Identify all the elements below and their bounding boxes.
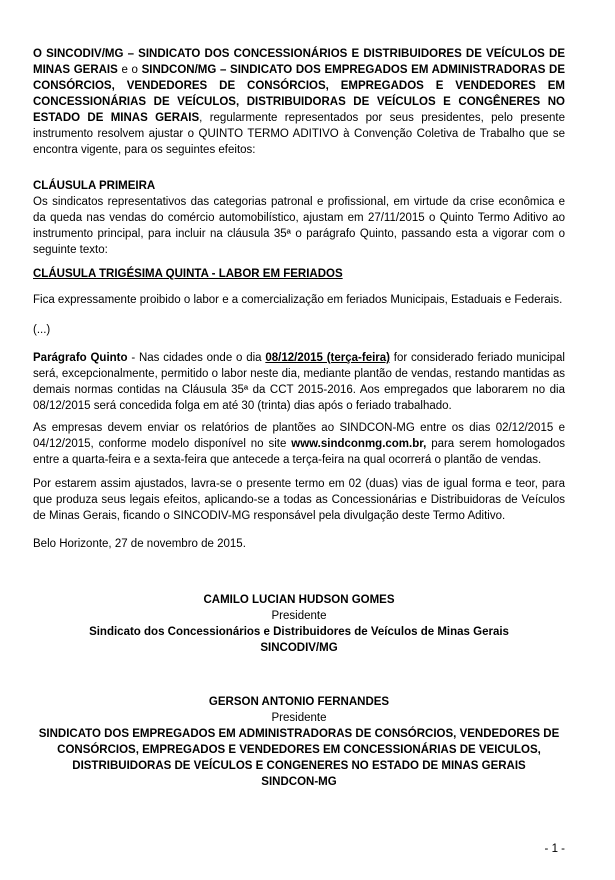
relatorios-paragraph: [33, 420, 565, 468]
signer-acronym: SINDCON-MG: [261, 776, 337, 788]
clausula-primeira-heading: CLÁUSULA PRIMEIRA: [33, 180, 156, 192]
signature-block-sindcon: [33, 694, 565, 790]
intro-conjunction: e o: [117, 64, 142, 76]
intro-rest: , regularmente representados por seus presidentes, pelo presente instrumento resolvem ajustar o QUINTO TERMO ADITIVO à Convenção Coletiva de Trabalho que se encontra vigente, para os seguintes efeitos:: [33, 112, 565, 156]
clausula-35-heading: CLÁUSULA TRIGÉSIMA QUINTA - LABOR EM FERIADOS: [33, 268, 343, 280]
document-body: [33, 46, 565, 790]
signer-entity: Sindicato dos Concessionários e Distribuidores de Veículos de Minas Gerais: [89, 626, 509, 638]
relatorios-start: As empresas devem enviar os relatórios de plantões ao SINDCON-MG entre os dias 02/12/2015 e 04/12/2015, conforme modelo disponível no site: [33, 422, 565, 450]
highlighted-date: 08/12/2015 (terça-feira): [265, 352, 390, 364]
sindcon-name: SINDCON/MG – SINDICATO DOS EMPREGADOS EM ADMINISTRADORAS DE CONSÓRCIOS, VENDEDORES DE CONSÓRCIOS, EMPREGADOS E VENDEDORES EM CONCESSIONÁRIAS DE VEÍCULOS, DISTRIBUIDORAS DE VEÍCULOS E CONGÊNERES NO ESTADO DE MINAS GERAIS: [33, 64, 565, 124]
paragrafo-quinto-paragraph: [33, 350, 565, 414]
signer-role: Presidente: [271, 610, 327, 622]
paragrafo-quinto-label: Parágrafo Quinto: [33, 352, 128, 364]
intro-paragraph: [33, 46, 565, 158]
omissis-marker: (...): [33, 324, 51, 336]
paragrafo-quinto-rest: for considerado feriado municipal será, excepcionalmente, permitido o labor neste dia, mediante plantão de vendas, restando mantidas as demais normas contidas na Cláusula 35ª da CCT 2015-2016. Aos empregados que laborarem no dia 08/12/2015 será concedida folga em até 30 (trinta) dias após o feriado trabalhado.: [33, 352, 565, 412]
place-and-date: Belo Horizonte, 27 de novembro de 2015.: [33, 538, 246, 550]
clausula-primeira-body: Os sindicatos representativos das categorias patronal e profissional, em virtude da crise econômica e da queda nas vendas do comércio automobilístico, ajustam em 27/11/2015 o Quinto Termo Aditivo ao instrumento principal, para incluir na cláusula 35ª o parágrafo Quinto, passando esta a vigorar com o seguinte texto:: [33, 196, 565, 256]
proibicao-paragraph: Fica expressamente proibido o labor e a comercialização em feriados Municipais, Estaduais e Federais.: [33, 294, 563, 306]
encerramento-paragraph: Por estarem assim ajustados, lavra-se o presente termo em 02 (duas) vias de igual forma e teor, para que produza seus legais efeitos, aplicando-se a todas as Concessionárias e Distribuidoras de Veículos de Minas Gerais, ficando o SINCODIV-MG responsável pela divulgação deste Termo Aditivo.: [33, 478, 565, 522]
page-number: - 1 -: [544, 843, 565, 855]
signer-role: Presidente: [271, 712, 327, 724]
signer-name: CAMILO LUCIAN HUDSON GOMES: [203, 594, 395, 606]
website-url: www.sindconmg.com.br,: [291, 438, 427, 450]
paragrafo-quinto-middle: - Nas cidades onde o dia: [127, 352, 266, 364]
relatorios-rest: para serem homologados entre a quarta-feira e a sexta-feira que antecede a terça-feira na qual ocorrerá o plantão de vendas.: [33, 438, 565, 466]
signer-entity: SINDICATO DOS EMPREGADOS EM ADMINISTRADORAS DE CONSÓRCIOS, VENDEDORES DE CONSÓRCIOS, EMPREGADOS E VENDEDORES EM CONCESSIONÁRIAS DE VEICULOS, DISTRIBUIDORAS DE VEÍCULOS E CONGENERES NO ESTADO DE MINAS GERAIS: [38, 728, 560, 772]
signature-block-sincodiv: [33, 592, 565, 656]
signer-acronym: SINCODIV/MG: [260, 642, 338, 654]
signer-name: GERSON ANTONIO FERNANDES: [208, 696, 390, 708]
sincodiv-name: O SINCODIV/MG – SINDICATO DOS CONCESSIONÁRIOS E DISTRIBUIDORES DE VEÍCULOS DE MINAS GERAIS: [33, 48, 565, 76]
